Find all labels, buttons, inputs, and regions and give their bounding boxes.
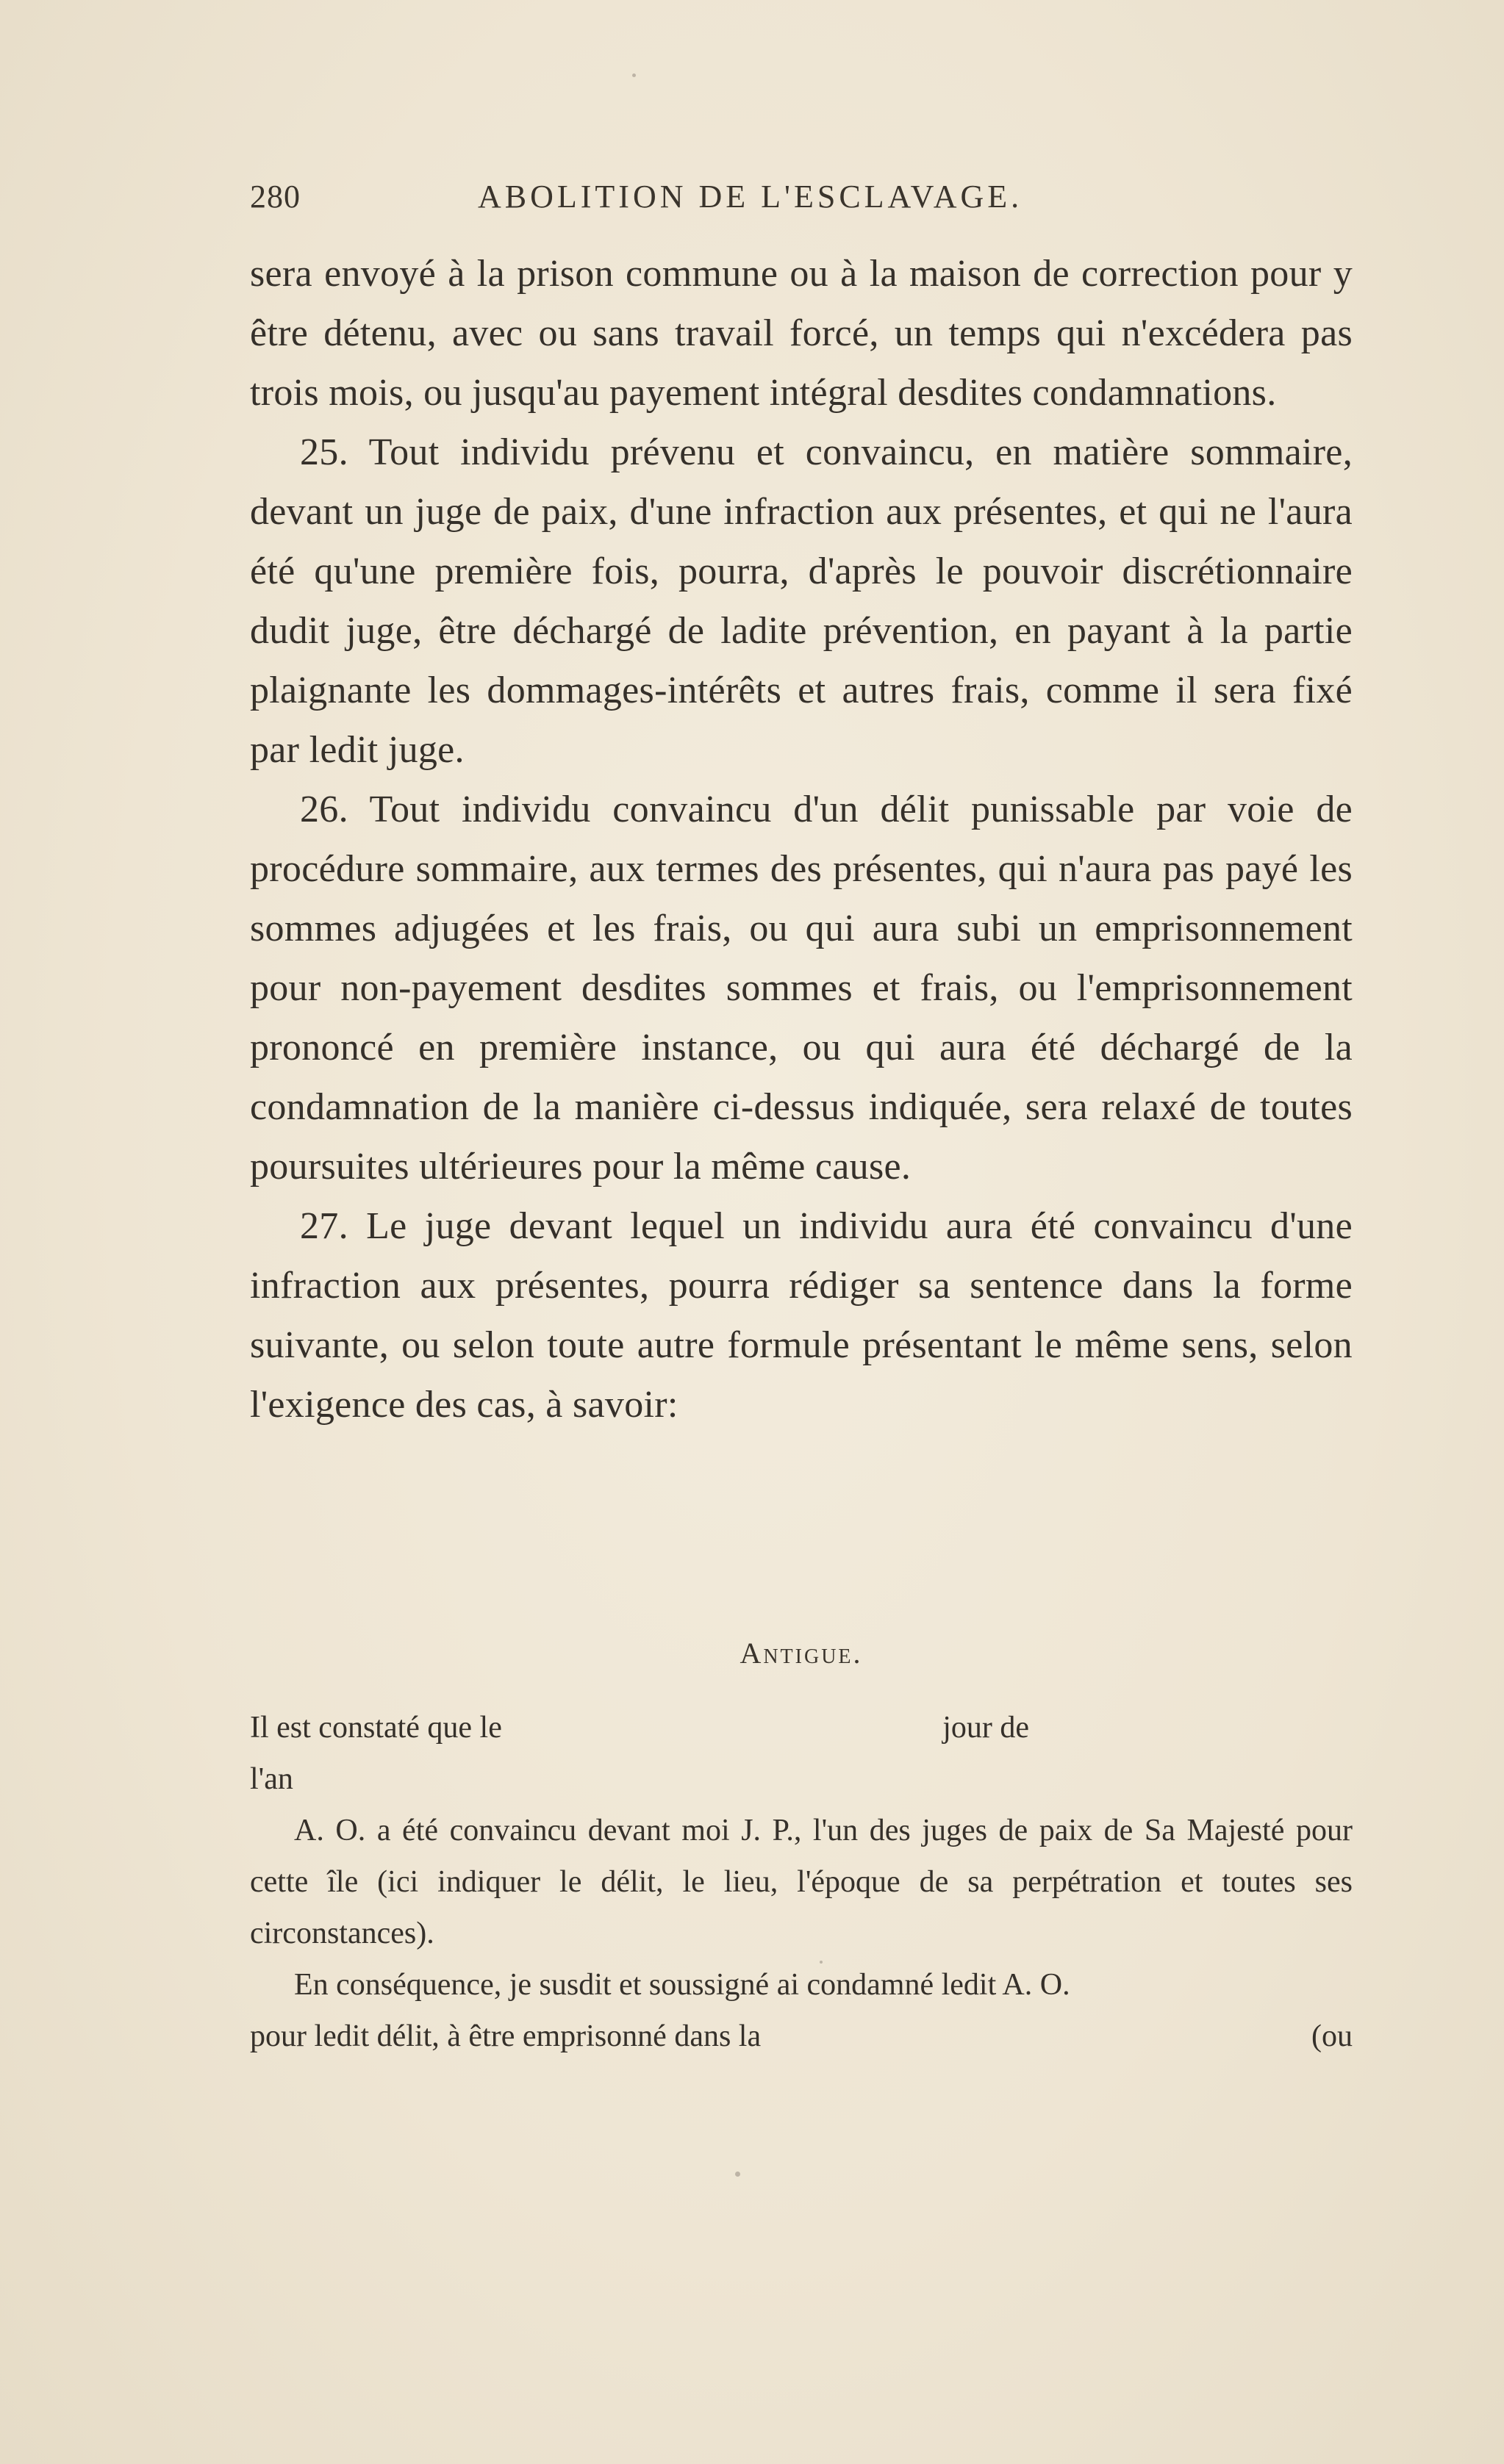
main-text [250, 244, 1353, 1434]
paper-speck [820, 1961, 823, 1964]
form-last-line-right: (ou [1311, 2019, 1353, 2053]
sentence-form [250, 1702, 1353, 2062]
form-paragraph-b: En conséquence, je susdit et soussigné ai condamné ledit A. O. [294, 1968, 1070, 2002]
article-27: 27. Le juge devant lequel un individu aura été convaincu d'une infraction aux présentes, pourra rédiger sa sentence dans la forme suivante, ou selon toute autre formule présentant le même sens, selon l'exigence des cas, à savoir: [250, 1205, 1353, 1426]
page-number: 280 [250, 179, 301, 215]
paper-speck [632, 73, 636, 77]
running-title: ABOLITION DE L'ESCLAVAGE. [478, 179, 1023, 215]
paper-speck [735, 2172, 740, 2177]
form-line-1-left: Il est constaté que le [250, 1711, 502, 1745]
running-head [250, 178, 1353, 229]
form-section-title: Antigue. [740, 1637, 863, 1670]
form-line-1-right: jour de [942, 1711, 1029, 1745]
form-line-1 [250, 1702, 1029, 1753]
article-26: 26. Tout individu convaincu d'un délit punissable par voie de procédure sommaire, aux termes des présentes, qui n'aura pas payé les sommes adjugées et les frais, ou qui aura subi un emprisonnement pour non-payement desdites sommes et frais, ou l'emprisonnement prononcé en première instance, ou qui aura été déchargé de la condamnation de la manière ci-dessus indiquée, sera relaxé de toutes poursuites ultérieures pour la même cause. [250, 789, 1353, 1188]
paragraph-continuation: sera envoyé à la prison commune ou à la maison de correction pour y être détenu, avec ou sans travail forcé, un temps qui n'excédera pas trois mois, ou jusqu'au payement intégral desdites condamnations. [250, 253, 1353, 414]
form-last-line-left: pour ledit délit, à être emprisonné dans la [250, 2019, 762, 2053]
article-25: 25. Tout individu prévenu et convaincu, en matière sommaire, devant un juge de paix, d'une infraction aux présentes, et qui ne l'aura été qu'une première fois, pourra, d'après le pouvoir discrétionnaire dudit juge, être déchargé de ladite prévention, en payant à la partie plaignante les dommages-intérêts et autres frais, comme il sera fixé par ledit juge. [250, 431, 1353, 771]
form-line-2: l'an [250, 1762, 293, 1796]
form-last-line [250, 2011, 1353, 2062]
form-paragraph-a: A. O. a été convaincu devant moi J. P., l'un des juges de paix de Sa Majesté pour cette île (ici indiquer le délit, le lieu, l'époque de sa perpétration et toutes ses circonstances). [250, 1814, 1353, 1950]
